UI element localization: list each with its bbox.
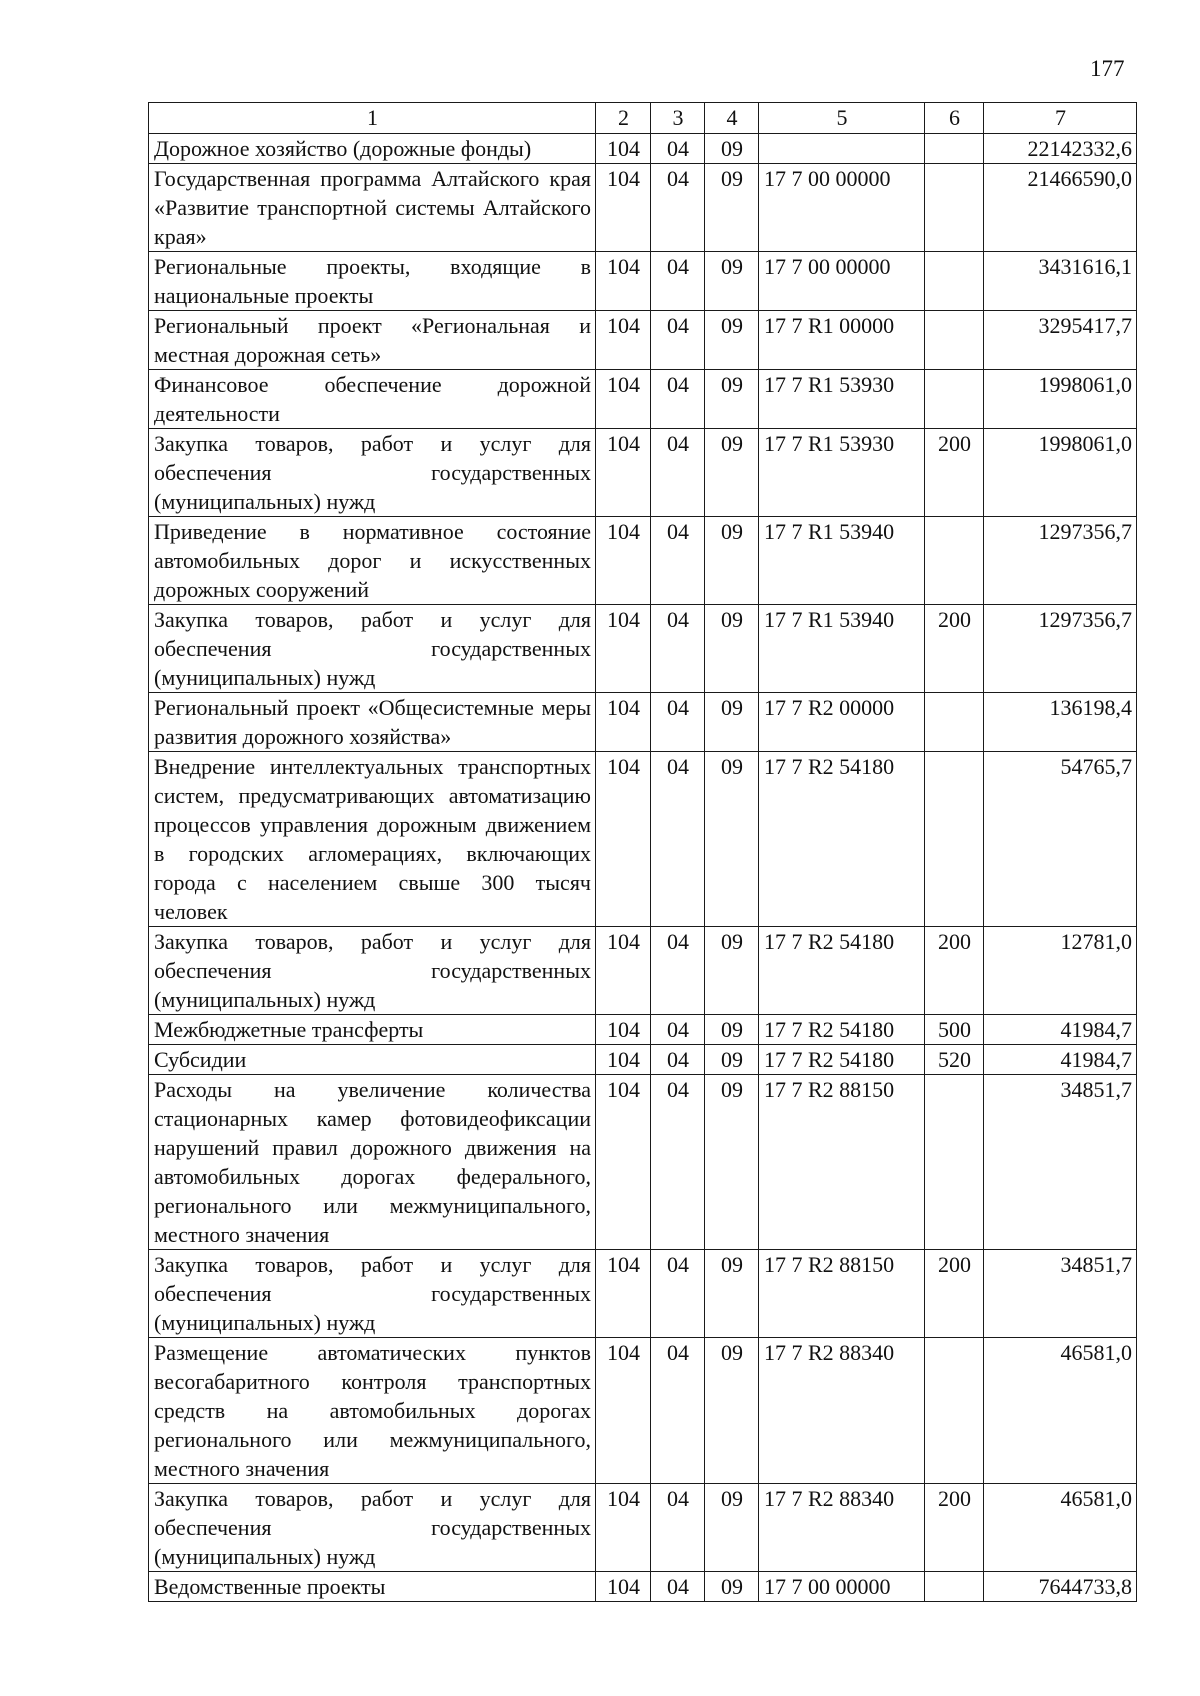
row-name-cell: Региональные проекты, входящие в национальные проекты (149, 252, 596, 311)
row-name-cell: Ведомственные проекты (149, 1572, 596, 1602)
amount-cell: 1998061,0 (984, 370, 1137, 429)
section-cell: 04 (651, 1075, 705, 1250)
column-header: 7 (984, 103, 1137, 134)
expense-type-cell (925, 311, 984, 370)
row-name-cell: Субсидии (149, 1045, 596, 1075)
expense-type-cell (925, 370, 984, 429)
grbs-cell: 104 (596, 164, 651, 252)
grbs-cell: 104 (596, 752, 651, 927)
amount-cell: 1297356,7 (984, 605, 1137, 693)
section-cell: 04 (651, 1015, 705, 1045)
amount-cell: 46581,0 (984, 1484, 1137, 1572)
expense-type-cell (925, 252, 984, 311)
section-cell: 04 (651, 605, 705, 693)
row-name-cell: Закупка товаров, работ и услуг для обеспечения государственных (муниципальных) нужд (149, 1250, 596, 1338)
amount-cell: 136198,4 (984, 693, 1137, 752)
row-name-cell: Межбюджетные трансферты (149, 1015, 596, 1045)
section-cell: 04 (651, 927, 705, 1015)
target-article-cell: 17 7 R1 53940 (759, 605, 925, 693)
section-cell: 04 (651, 1338, 705, 1484)
amount-cell: 7644733,8 (984, 1572, 1137, 1602)
target-article-cell: 17 7 00 00000 (759, 164, 925, 252)
subsection-cell: 09 (705, 164, 759, 252)
grbs-cell: 104 (596, 605, 651, 693)
grbs-cell: 104 (596, 1338, 651, 1484)
table-row (149, 429, 1137, 517)
target-article-cell: 17 7 00 00000 (759, 252, 925, 311)
amount-cell: 22142332,6 (984, 134, 1137, 164)
row-name-cell: Закупка товаров, работ и услуг для обеспечения государственных (муниципальных) нужд (149, 1484, 596, 1572)
target-article-cell: 17 7 R2 88340 (759, 1338, 925, 1484)
expense-type-cell (925, 517, 984, 605)
row-name-cell: Закупка товаров, работ и услуг для обеспечения государственных (муниципальных) нужд (149, 927, 596, 1015)
expense-type-cell: 500 (925, 1015, 984, 1045)
target-article-cell: 17 7 00 00000 (759, 1572, 925, 1602)
expense-type-cell (925, 1338, 984, 1484)
expense-type-cell (925, 134, 984, 164)
expense-type-cell (925, 752, 984, 927)
section-cell: 04 (651, 252, 705, 311)
grbs-cell: 104 (596, 927, 651, 1015)
subsection-cell: 09 (705, 1075, 759, 1250)
table-row (149, 1075, 1137, 1250)
table-header-row (149, 103, 1137, 134)
row-name-cell: Дорожное хозяйство (дорожные фонды) (149, 134, 596, 164)
row-name-cell: Государственная программа Алтайского края «Развитие транспортной системы Алтайского края» (149, 164, 596, 252)
subsection-cell: 09 (705, 927, 759, 1015)
subsection-cell: 09 (705, 693, 759, 752)
target-article-cell: 17 7 R1 53930 (759, 370, 925, 429)
section-cell: 04 (651, 1484, 705, 1572)
column-header: 4 (705, 103, 759, 134)
target-article-cell: 17 7 R2 54180 (759, 1045, 925, 1075)
section-cell: 04 (651, 1045, 705, 1075)
target-article-cell (759, 134, 925, 164)
subsection-cell: 09 (705, 1250, 759, 1338)
grbs-cell: 104 (596, 1572, 651, 1602)
target-article-cell: 17 7 R1 00000 (759, 311, 925, 370)
subsection-cell: 09 (705, 134, 759, 164)
table-row (149, 1338, 1137, 1484)
amount-cell: 1297356,7 (984, 517, 1137, 605)
subsection-cell: 09 (705, 1045, 759, 1075)
subsection-cell: 09 (705, 1015, 759, 1045)
column-header: 6 (925, 103, 984, 134)
subsection-cell: 09 (705, 605, 759, 693)
grbs-cell: 104 (596, 1250, 651, 1338)
target-article-cell: 17 7 R2 54180 (759, 1015, 925, 1045)
section-cell: 04 (651, 752, 705, 927)
expense-type-cell (925, 1075, 984, 1250)
amount-cell: 12781,0 (984, 927, 1137, 1015)
table-row (149, 134, 1137, 164)
table-row (149, 693, 1137, 752)
subsection-cell: 09 (705, 517, 759, 605)
expense-type-cell: 200 (925, 605, 984, 693)
subsection-cell: 09 (705, 252, 759, 311)
expense-type-cell: 200 (925, 927, 984, 1015)
section-cell: 04 (651, 311, 705, 370)
target-article-cell: 17 7 R2 88150 (759, 1075, 925, 1250)
expense-type-cell (925, 1572, 984, 1602)
row-name-cell: Внедрение интеллектуальных транспортных систем, предусматривающих автоматизацию процессов управления дорожным движением в городских агломерациях, включающих города с населением свыше 300 тысяч человек (149, 752, 596, 927)
column-header: 5 (759, 103, 925, 134)
amount-cell: 3431616,1 (984, 252, 1137, 311)
table-row (149, 370, 1137, 429)
amount-cell: 46581,0 (984, 1338, 1137, 1484)
table-row (149, 1250, 1137, 1338)
target-article-cell: 17 7 R1 53930 (759, 429, 925, 517)
grbs-cell: 104 (596, 311, 651, 370)
amount-cell: 41984,7 (984, 1045, 1137, 1075)
table-row (149, 252, 1137, 311)
row-name-cell: Закупка товаров, работ и услуг для обеспечения государственных (муниципальных) нужд (149, 605, 596, 693)
subsection-cell: 09 (705, 1338, 759, 1484)
grbs-cell: 104 (596, 1484, 651, 1572)
grbs-cell: 104 (596, 693, 651, 752)
amount-cell: 34851,7 (984, 1250, 1137, 1338)
page-number: 177 (1090, 56, 1125, 81)
table-row (149, 1045, 1137, 1075)
column-header: 2 (596, 103, 651, 134)
grbs-cell: 104 (596, 370, 651, 429)
row-name-cell: Закупка товаров, работ и услуг для обеспечения государственных (муниципальных) нужд (149, 429, 596, 517)
target-article-cell: 17 7 R2 88150 (759, 1250, 925, 1338)
grbs-cell: 104 (596, 134, 651, 164)
grbs-cell: 104 (596, 517, 651, 605)
amount-cell: 34851,7 (984, 1075, 1137, 1250)
expense-type-cell (925, 164, 984, 252)
amount-cell: 54765,7 (984, 752, 1137, 927)
section-cell: 04 (651, 164, 705, 252)
expense-type-cell (925, 693, 984, 752)
column-header: 3 (651, 103, 705, 134)
grbs-cell: 104 (596, 1045, 651, 1075)
row-name-cell: Региональный проект «Общесистемные меры развития дорожного хозяйства» (149, 693, 596, 752)
section-cell: 04 (651, 1250, 705, 1338)
table-row (149, 1015, 1137, 1045)
section-cell: 04 (651, 134, 705, 164)
table-row (149, 605, 1137, 693)
subsection-cell: 09 (705, 1484, 759, 1572)
subsection-cell: 09 (705, 311, 759, 370)
table-row (149, 517, 1137, 605)
row-name-cell: Приведение в нормативное состояние автомобильных дорог и искусственных дорожных сооружений (149, 517, 596, 605)
target-article-cell: 17 7 R2 88340 (759, 1484, 925, 1572)
row-name-cell: Региональный проект «Региональная и местная дорожная сеть» (149, 311, 596, 370)
section-cell: 04 (651, 693, 705, 752)
subsection-cell: 09 (705, 429, 759, 517)
section-cell: 04 (651, 517, 705, 605)
section-cell: 04 (651, 370, 705, 429)
table-row (149, 927, 1137, 1015)
target-article-cell: 17 7 R2 54180 (759, 927, 925, 1015)
expense-type-cell: 520 (925, 1045, 984, 1075)
amount-cell: 1998061,0 (984, 429, 1137, 517)
amount-cell: 41984,7 (984, 1015, 1137, 1045)
table-body (149, 134, 1137, 1602)
column-header: 1 (149, 103, 596, 134)
grbs-cell: 104 (596, 252, 651, 311)
subsection-cell: 09 (705, 370, 759, 429)
subsection-cell: 09 (705, 752, 759, 927)
target-article-cell: 17 7 R2 54180 (759, 752, 925, 927)
amount-cell: 21466590,0 (984, 164, 1137, 252)
grbs-cell: 104 (596, 1075, 651, 1250)
amount-cell: 3295417,7 (984, 311, 1137, 370)
subsection-cell: 09 (705, 1572, 759, 1602)
table-row (149, 1572, 1137, 1602)
expense-type-cell: 200 (925, 1250, 984, 1338)
table-row (149, 1484, 1137, 1572)
grbs-cell: 104 (596, 429, 651, 517)
expense-type-cell: 200 (925, 1484, 984, 1572)
grbs-cell: 104 (596, 1015, 651, 1045)
table-row (149, 311, 1137, 370)
table-row (149, 752, 1137, 927)
section-cell: 04 (651, 429, 705, 517)
budget-table (148, 102, 1137, 1602)
row-name-cell: Размещение автоматических пунктов весогабаритного контроля транспортных средств на автомобильных дорогах регионального или межмуниципального, местного значения (149, 1338, 596, 1484)
target-article-cell: 17 7 R2 00000 (759, 693, 925, 752)
section-cell: 04 (651, 1572, 705, 1602)
row-name-cell: Расходы на увеличение количества стационарных камер фотовидеофиксации нарушений правил дорожного движения на автомобильных дорогах федерального, регионального или межмуниципального, местного значения (149, 1075, 596, 1250)
row-name-cell: Финансовое обеспечение дорожной деятельности (149, 370, 596, 429)
target-article-cell: 17 7 R1 53940 (759, 517, 925, 605)
table-row (149, 164, 1137, 252)
expense-type-cell: 200 (925, 429, 984, 517)
